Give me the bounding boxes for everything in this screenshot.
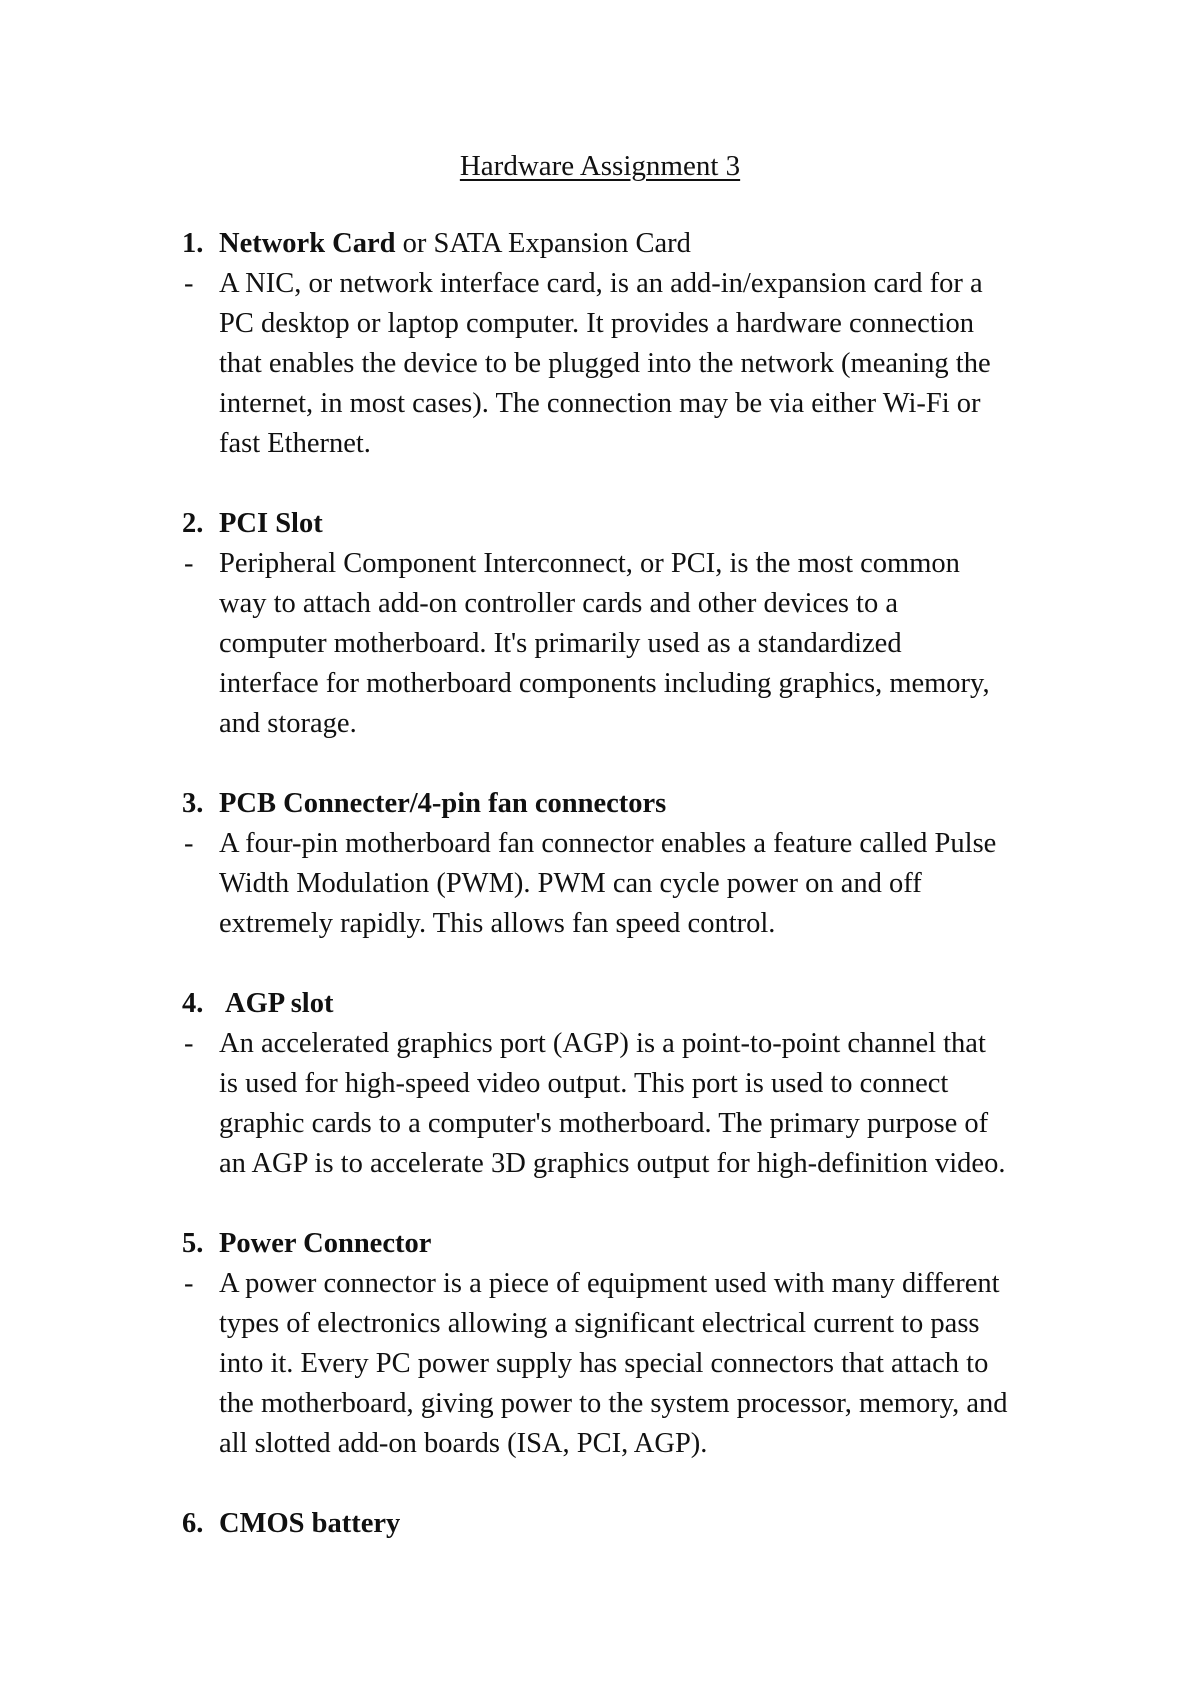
section-heading xyxy=(182,224,691,264)
text-line: extremely rapidly. This allows fan speed control. xyxy=(219,908,776,939)
bullet-dash: - xyxy=(184,548,194,579)
text-line: PC desktop or laptop computer. It provides a hardware connection xyxy=(219,308,975,339)
text-line: internet, in most cases). The connection may be via either Wi-Fi or xyxy=(219,388,981,419)
bullet-text xyxy=(219,264,1069,464)
section-number: 2. xyxy=(182,508,204,539)
text-line: A four-pin motherboard fan connector enables a feature called Pulse xyxy=(219,828,997,859)
section-number: 6. xyxy=(182,1508,204,1539)
text-line: graphic cards to a computer's motherboard. The primary purpose of xyxy=(219,1108,989,1139)
section-heading xyxy=(182,984,333,1024)
text-line: A power connector is a piece of equipment used with many different xyxy=(219,1268,1000,1299)
text-line: is used for high-speed video output. This port is used to connect xyxy=(219,1068,949,1099)
section-heading-bold: CMOS battery xyxy=(219,1508,401,1539)
bullet-dash: - xyxy=(184,268,194,299)
text-line: An accelerated graphics port (AGP) is a point-to-point channel that xyxy=(219,1028,986,1059)
section-heading xyxy=(182,1224,431,1264)
section-number: 3. xyxy=(182,788,204,819)
text-line: way to attach add-on controller cards and other devices to a xyxy=(219,588,898,619)
section-heading xyxy=(182,504,323,544)
bullet-dash: - xyxy=(184,1028,194,1059)
section-heading xyxy=(182,784,666,824)
text-line: the motherboard, giving power to the system processor, memory, and xyxy=(219,1388,1008,1419)
section-number: 4. xyxy=(182,988,204,1019)
text-line: fast Ethernet. xyxy=(219,428,371,459)
bullet-dash: - xyxy=(184,1268,194,1299)
bullet-text xyxy=(219,1264,1069,1464)
text-line: and storage. xyxy=(219,708,357,739)
section-heading-rest: or SATA Expansion Card xyxy=(395,228,691,259)
text-line: that enables the device to be plugged into the network (meaning the xyxy=(219,348,991,379)
document-title xyxy=(0,146,1200,186)
text-line: Width Modulation (PWM). PWM can cycle power on and off xyxy=(219,868,922,899)
text-line: interface for motherboard components including graphics, memory, xyxy=(219,668,990,699)
bullet-dash: - xyxy=(184,828,194,859)
section-heading-bold: PCI Slot xyxy=(219,508,323,539)
bullet-text xyxy=(219,824,1069,944)
section-heading-bold: Power Connector xyxy=(219,1228,432,1259)
text-line: Peripheral Component Interconnect, or PCI, is the most common xyxy=(219,548,960,579)
section-number: 5. xyxy=(182,1228,204,1259)
text-line: types of electronics allowing a significant electrical current to pass xyxy=(219,1308,980,1339)
section-heading xyxy=(182,1504,400,1544)
bullet-text xyxy=(219,544,1069,744)
text-line: into it. Every PC power supply has special connectors that attach to xyxy=(219,1348,989,1379)
section-number: 1. xyxy=(182,228,204,259)
document-title-text: Hardware Assignment 3 xyxy=(459,150,741,182)
text-line: all slotted add-on boards (ISA, PCI, AGP). xyxy=(219,1428,708,1459)
text-line: A NIC, or network interface card, is an add-in/expansion card for a xyxy=(219,268,983,299)
section-heading-bold: Network Card xyxy=(219,228,396,259)
section-heading-bold: PCB Connecter/4-pin fan connectors xyxy=(219,788,667,819)
bullet-text xyxy=(219,1024,1069,1184)
text-line: an AGP is to accelerate 3D graphics output for high-definition video. xyxy=(219,1148,1006,1179)
section-heading-bold: AGP slot xyxy=(225,988,334,1019)
text-line: computer motherboard. It's primarily used as a standardized xyxy=(219,628,902,659)
